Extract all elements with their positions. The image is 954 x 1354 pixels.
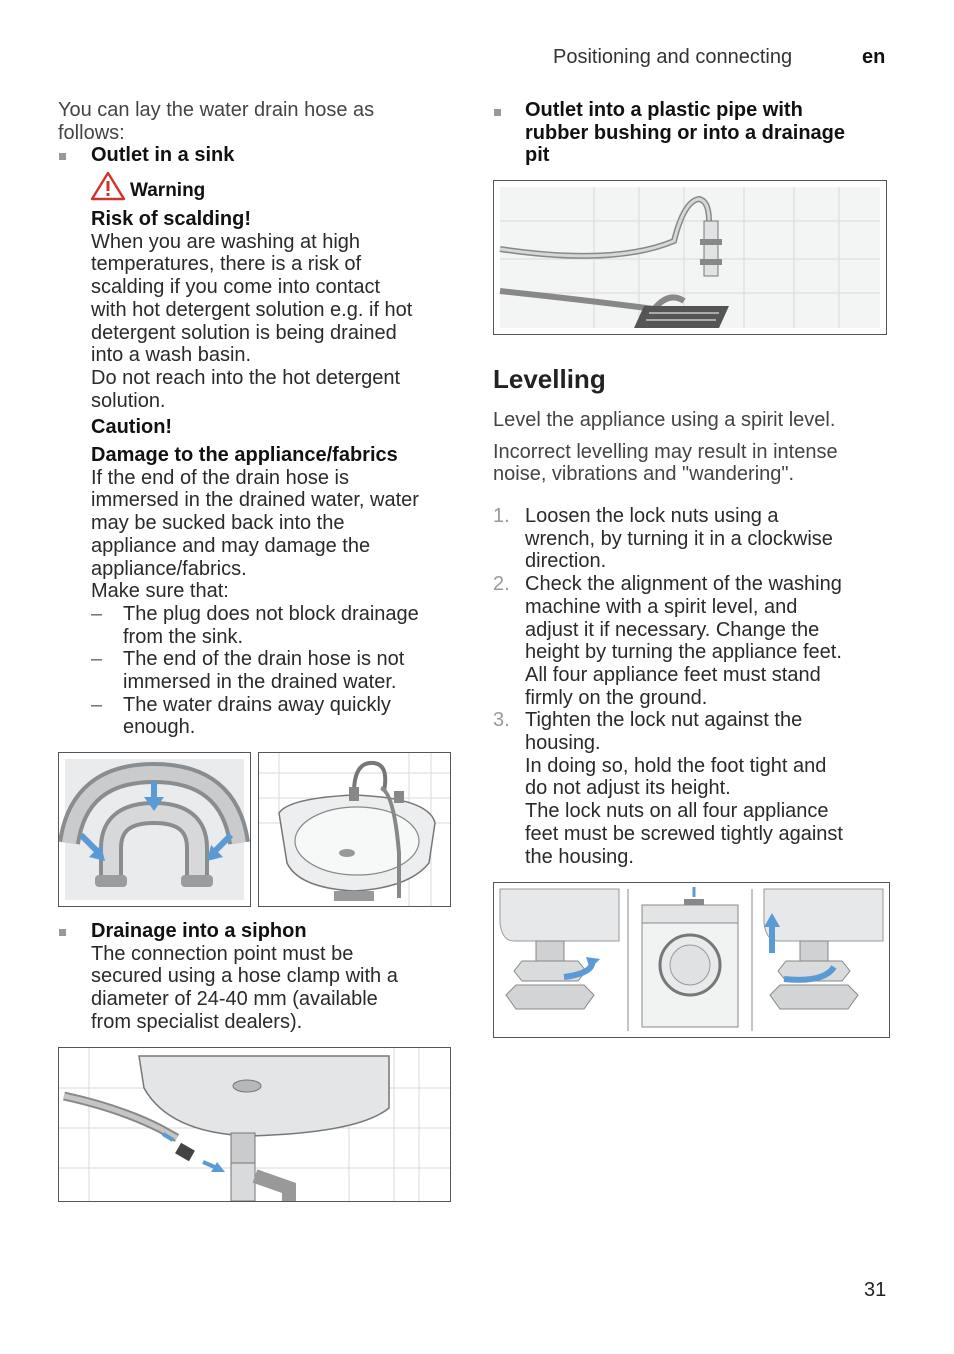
step-line: machine with a spirit level, and xyxy=(525,595,798,618)
levelling-intro-1: Level the appliance using a spirit level. xyxy=(493,409,836,431)
risk-title: Risk of scalding! xyxy=(91,208,252,230)
wash-basin-figure xyxy=(258,752,451,907)
pipe-heading xyxy=(525,99,895,167)
check-line: The end of the drain hose is not xyxy=(123,648,405,671)
sink-heading: Outlet in a sink xyxy=(91,144,235,166)
step-item xyxy=(493,709,893,868)
damage-line: appliance and may damage the xyxy=(91,534,371,557)
damage-line: Make sure that: xyxy=(91,580,229,603)
check-item xyxy=(91,603,453,648)
check-item xyxy=(91,648,453,693)
step-line: Tighten the lock nut against the xyxy=(525,709,803,732)
step-item xyxy=(493,505,893,573)
siphon-line: secured using a hose clamp with a xyxy=(91,965,398,988)
risk-line: into a wash basin. xyxy=(91,344,252,367)
page-number: 31 xyxy=(864,1279,887,1301)
risk-line: scalding if you come into contact xyxy=(91,276,381,299)
check-line: from the sink. xyxy=(123,625,244,648)
damage-line: appliance/fabrics. xyxy=(91,557,247,580)
step-line: feet must be screwed tightly against xyxy=(525,822,843,845)
step-line: the housing. xyxy=(525,845,634,868)
damage-title: Damage to the appliance/fabrics xyxy=(91,444,398,467)
intro-text: You can lay the water drain hose as follows: xyxy=(58,99,375,144)
step-line: In doing so, hold the foot tight and xyxy=(525,754,827,777)
step-line: adjust it if necessary. Change the xyxy=(525,618,820,641)
step-line: Check the alignment of the washing xyxy=(525,573,842,596)
step-line: The lock nuts on all four appliance xyxy=(525,800,829,823)
levelling-intro-2-line: noise, vibrations and "wandering". xyxy=(493,463,795,486)
levelling-feet-illustration xyxy=(494,883,889,1037)
siphon-figure xyxy=(58,1047,451,1202)
drain-pipe-figure xyxy=(493,180,887,335)
step-line: direction. xyxy=(525,550,607,573)
dash-marker: – xyxy=(91,693,103,716)
bullet-square-sink xyxy=(59,153,66,160)
risk-line: When you are washing at high xyxy=(91,230,361,253)
hose-bend-illustration xyxy=(59,753,250,906)
step-line: Loosen the lock nuts using a xyxy=(525,505,779,527)
damage-line: immersed in the drained water, water xyxy=(91,489,419,512)
damage-line: may be sucked back into the xyxy=(91,512,345,535)
step-line: housing. xyxy=(525,732,601,755)
pipe-heading-line: pit xyxy=(525,144,550,167)
risk-line: detergent solution is being drained xyxy=(91,321,397,344)
levelling-title: Levelling xyxy=(493,364,606,394)
wash-basin-illustration xyxy=(259,753,450,906)
check-line: immersed in the drained water. xyxy=(123,671,397,694)
levelling-figure xyxy=(493,882,890,1038)
risk-line: solution. xyxy=(91,389,166,412)
siphon-block xyxy=(91,920,453,1034)
levelling-steps xyxy=(493,505,893,868)
bullet-square-pipe xyxy=(494,109,501,116)
pipe-heading-line: Outlet into a plastic pipe with xyxy=(525,99,803,121)
siphon-line: from specialist dealers). xyxy=(91,1010,303,1033)
siphon-heading: Drainage into a siphon xyxy=(91,920,307,942)
levelling-intro-2-line: Incorrect levelling may result in intense xyxy=(493,440,838,463)
check-item xyxy=(91,694,453,739)
step-line: firmly on the ground. xyxy=(525,686,708,709)
check-line: The plug does not block drainage xyxy=(123,602,419,625)
risk-line: with hot detergent solution e.g. if hot xyxy=(91,298,413,321)
siphon-line: The connection point must be xyxy=(91,942,354,965)
step-number: 3. xyxy=(493,709,510,732)
damage-line: If the end of the drain hose is xyxy=(91,466,349,489)
step-number: 1. xyxy=(493,505,510,527)
bullet-square-siphon xyxy=(59,929,66,936)
levelling-intro xyxy=(493,409,888,486)
step-number: 2. xyxy=(493,573,510,596)
warning-label: Warning xyxy=(130,180,206,201)
hose-bend-figure xyxy=(58,752,251,907)
step-line: do not adjust its height. xyxy=(525,777,731,800)
warning-triangle-icon xyxy=(90,171,126,201)
step-item xyxy=(493,573,893,709)
risk-line: temperatures, there is a risk of xyxy=(91,253,362,276)
risk-block xyxy=(91,208,453,739)
running-header-section: Positioning and connecting xyxy=(553,46,793,68)
check-line: The water drains away quickly xyxy=(123,693,391,716)
step-line: wrench, by turning it in a clockwise xyxy=(525,527,833,550)
risk-line: Do not reach into the hot detergent xyxy=(91,366,401,389)
running-header-language: en xyxy=(862,46,886,68)
step-line: All four appliance feet must stand xyxy=(525,663,821,686)
dash-marker: – xyxy=(91,648,103,671)
step-line: height by turning the appliance feet. xyxy=(525,641,842,664)
siphon-line: diameter of 24-40 mm (available xyxy=(91,988,378,1011)
siphon-illustration xyxy=(59,1048,450,1201)
drain-pipe-illustration xyxy=(494,181,886,334)
pipe-heading-line: rubber bushing or into a drainage xyxy=(525,121,846,144)
check-line: enough. xyxy=(123,716,196,739)
caution-label: Caution! xyxy=(91,416,173,439)
dash-marker: – xyxy=(91,602,103,625)
